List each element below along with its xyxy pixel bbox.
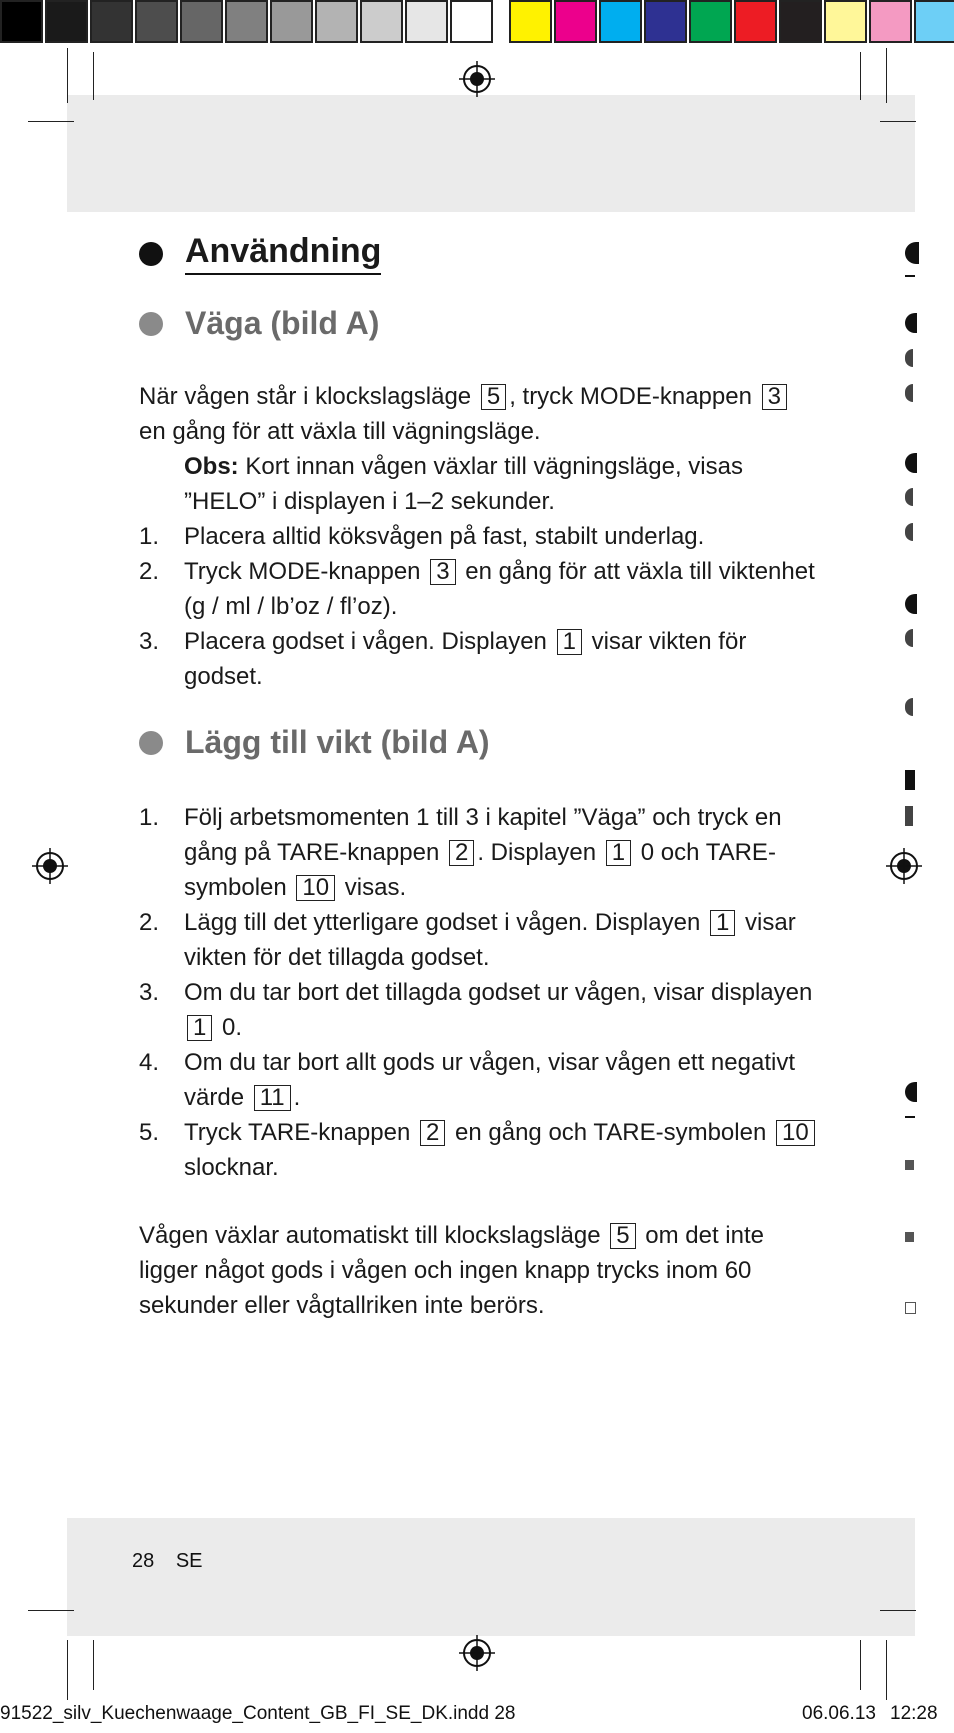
- crop-mark: [67, 48, 68, 103]
- crop-mark: [886, 48, 887, 103]
- color-swatch: [734, 0, 777, 43]
- bullet-icon: [139, 731, 163, 755]
- subsection-heading-lagg: [139, 724, 490, 761]
- color-swatch: [599, 0, 642, 43]
- ref-box: 1: [710, 910, 735, 936]
- ref-box: 3: [430, 559, 455, 585]
- section-heading: [139, 232, 381, 275]
- bullet-icon: [139, 312, 163, 336]
- print-color-bar: [0, 0, 954, 47]
- page-footer: [132, 1550, 203, 1573]
- header-band: [67, 95, 915, 212]
- list-item: 3. Placera godset i vågen. Displayen 1 visar vikten för godset.: [139, 628, 747, 690]
- crop-mark: [93, 1640, 94, 1690]
- list-item: 5. Tryck TARE-knappen 2 en gång och TARE-symbolen 10 slocknar.: [139, 1115, 819, 1185]
- ref-box: 10: [296, 875, 335, 901]
- subsection-heading-vaga: [139, 305, 379, 342]
- crop-mark: [860, 52, 861, 100]
- color-swatch: [180, 0, 223, 43]
- color-swatch: [450, 0, 493, 43]
- list-item: 3. Om du tar bort det tillagda godset ur vågen, visar displayen 1 0.: [139, 979, 813, 1041]
- crop-mark: [28, 121, 74, 122]
- ref-box: 2: [420, 1120, 445, 1146]
- color-swatch: [689, 0, 732, 43]
- color-swatch: [554, 0, 597, 43]
- language-code: SE: [175, 1550, 203, 1572]
- color-swatch: [90, 0, 133, 43]
- color-swatch: [45, 0, 88, 43]
- slug-time: 12:28: [890, 1703, 938, 1724]
- slug-date: 06.06.13: [802, 1703, 876, 1724]
- crop-mark: [93, 52, 94, 100]
- slug-filename: 91522_silv_Kuechenwaage_Content_GB_FI_SE_DK.indd 28: [0, 1703, 516, 1724]
- note: [139, 449, 819, 519]
- list-item: 1. Följ arbetsmomenten 1 till 3 i kapitel ”Väga” och tryck en gång på TARE-knappen 2 . Displayen 1 0 och TARE-symbolen 10 visas.: [139, 804, 782, 901]
- color-swatch: [225, 0, 268, 43]
- color-swatch: [644, 0, 687, 43]
- list-item: 1. Placera alltid köksvågen på fast, stabilt underlag.: [139, 523, 705, 550]
- color-swatch: [135, 0, 178, 43]
- ref-box: 2: [449, 840, 474, 866]
- vaga-intro: När vågen står i klockslagsläge 5 , tryck MODE-knappen 3 en gång för att växla till vägningsläge.: [139, 379, 819, 449]
- page-number: 28: [132, 1550, 155, 1572]
- list-item: 2. Tryck MODE-knappen 3 en gång för att växla till viktenhet (g / ml / lb’oz / fl’oz).: [139, 558, 815, 620]
- ref-box: 11: [254, 1085, 291, 1111]
- registration-mark-icon: [459, 61, 495, 97]
- registration-mark-icon: [459, 1635, 495, 1671]
- section-title: Användning: [185, 232, 381, 275]
- ref-box: 10: [776, 1120, 815, 1146]
- lagg-body: [139, 800, 819, 1185]
- color-swatch: [0, 0, 43, 43]
- ref-box: 1: [557, 629, 582, 655]
- ref-box: 5: [481, 384, 506, 410]
- note-label: Obs:: [184, 453, 239, 480]
- color-swatch: [509, 0, 552, 43]
- footer-band: [67, 1518, 915, 1636]
- ref-box: 1: [187, 1015, 212, 1041]
- color-swatch: [270, 0, 313, 43]
- ref-box: 5: [610, 1223, 635, 1249]
- ref-box: 1: [606, 840, 631, 866]
- note-text: Kort innan vågen växlar till vägningsläge, visas ”HELO” i displayen i 1–2 sekunder.: [184, 453, 743, 515]
- crop-mark: [860, 1640, 861, 1690]
- list-item: 2. Lägg till det ytterligare godset i vågen. Displayen 1 visar vikten för det tillagda godset.: [139, 909, 796, 971]
- vaga-body: [139, 379, 819, 694]
- list-item: 4. Om du tar bort allt gods ur vågen, visar vågen ett negativt värde 11 .: [139, 1049, 795, 1111]
- color-swatch: [315, 0, 358, 43]
- color-swatch: [405, 0, 448, 43]
- crop-mark: [886, 1640, 887, 1700]
- ref-box: 3: [762, 384, 787, 410]
- crop-mark: [28, 1610, 74, 1611]
- subsection-title: Lägg till vikt (bild A): [185, 724, 490, 760]
- color-swatch: [824, 0, 867, 43]
- next-page-edge: [900, 0, 954, 1733]
- auto-switch-paragraph: Vågen växlar automatiskt till klockslagsläge 5 om det inte ligger något gods i vågen och ingen knapp trycks inom 60 sekunder eller vågtallriken inte berörs.: [139, 1222, 764, 1319]
- color-swatch: [779, 0, 822, 43]
- crop-mark: [67, 1640, 68, 1700]
- registration-mark-icon: [32, 848, 68, 884]
- subsection-title: Väga (bild A): [185, 305, 380, 341]
- color-swatch: [360, 0, 403, 43]
- bullet-icon: [139, 242, 163, 266]
